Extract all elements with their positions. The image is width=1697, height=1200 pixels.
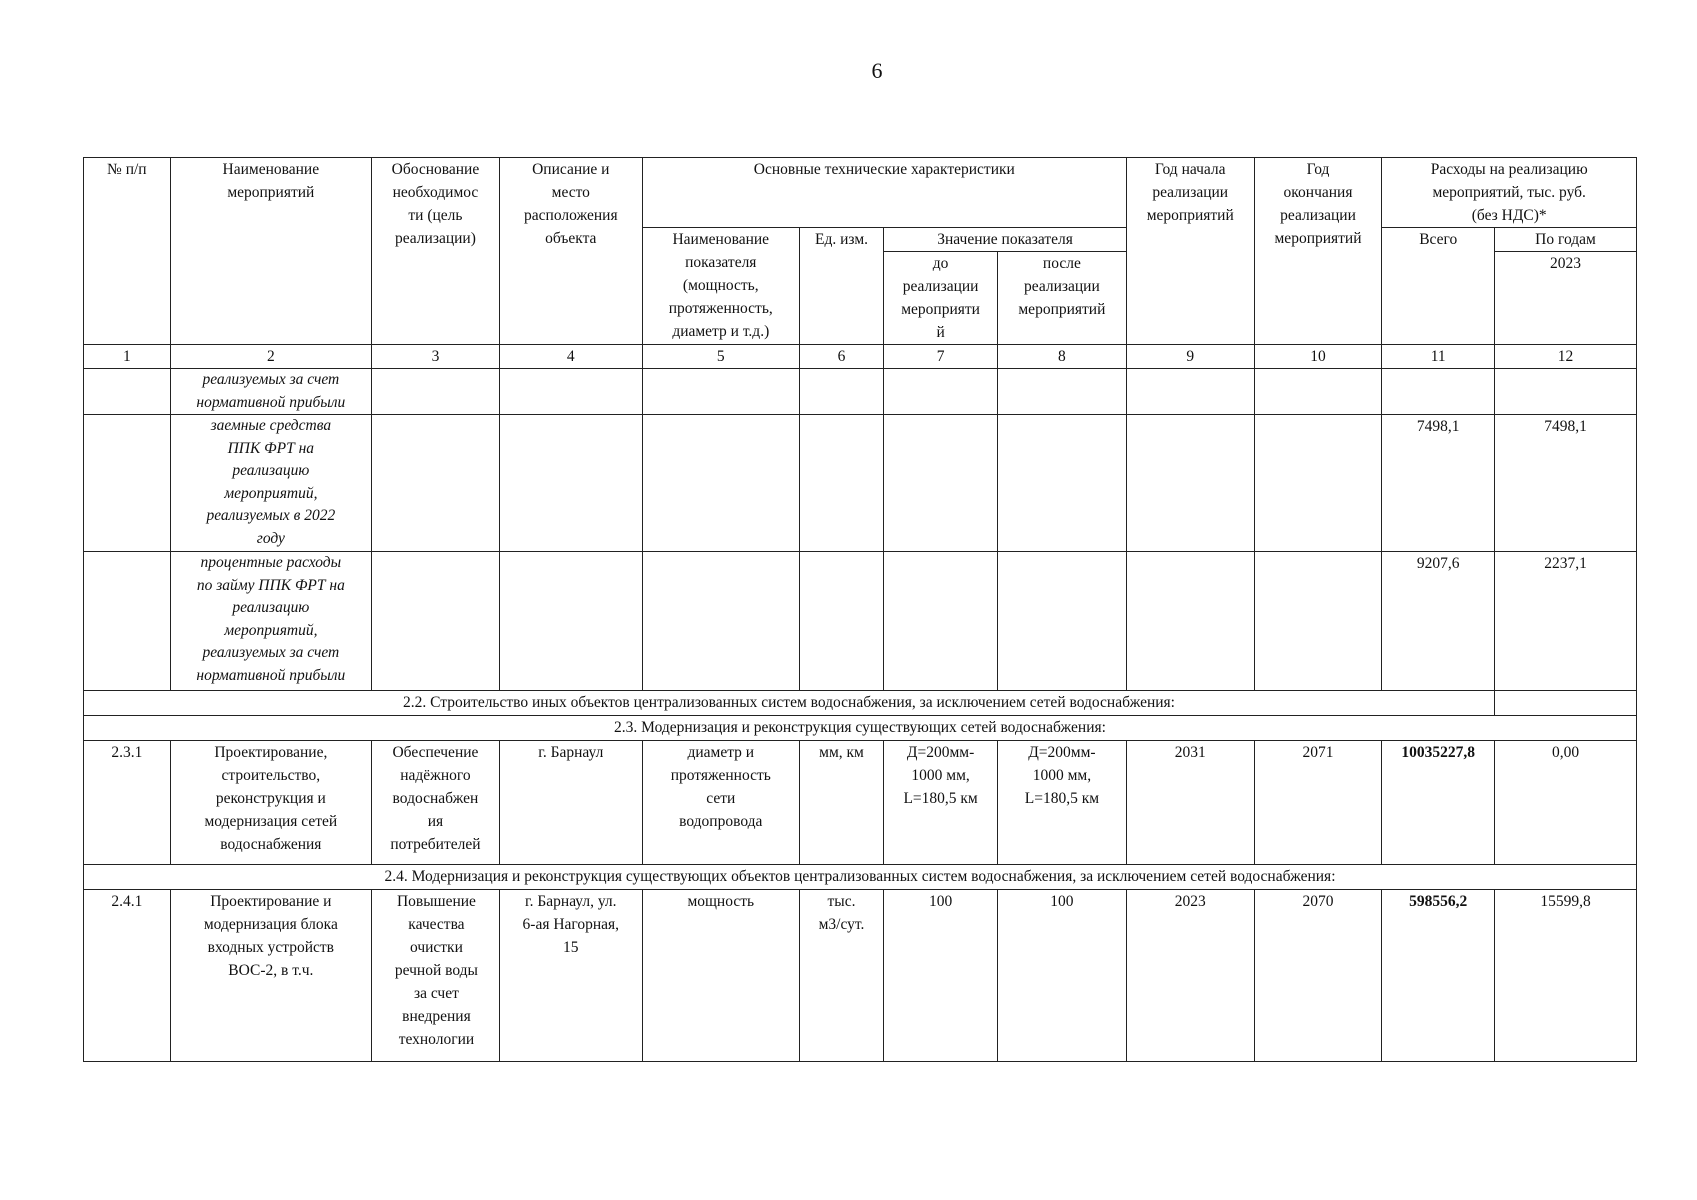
row-unit: мм, км <box>799 741 883 865</box>
column-number: 6 <box>799 345 883 369</box>
column-number: 1 <box>84 345 171 369</box>
row-indicator: мощность <box>642 890 799 1062</box>
row-name: Проектирование, строительство, реконструкция и модернизация сетей водоснабжения <box>170 741 371 865</box>
row-location: г. Барнаул <box>499 741 642 865</box>
row-before: Д=200мм- 1000 мм, L=180,5 км <box>884 741 998 865</box>
header-cell-cost-group: Расходы на реализацию мероприятий, тыс. руб. (без НДС)* <box>1382 158 1637 228</box>
header-cell-before: до реализации мероприяти й <box>884 252 998 345</box>
header-cell-unit: Ед. изм. <box>799 228 883 345</box>
row-unit: тыс. м3/сут. <box>799 890 883 1062</box>
row-name: процентные расходы по займу ППК ФРТ на реализацию мероприятий, реализуемых за счет нормативной прибыли <box>170 552 371 691</box>
column-number: 9 <box>1126 345 1254 369</box>
row-end-year: 2070 <box>1254 890 1382 1062</box>
section-row <box>84 691 1637 716</box>
header-cell-end-year: Год окончания реализации мероприятий <box>1254 158 1382 345</box>
row-after: 100 <box>997 890 1126 1062</box>
row-reason: Повышение качества очистки речной воды за счет внедрения технологии <box>372 890 500 1062</box>
row-indicator: диаметр и протяженность сети водопровода <box>642 741 799 865</box>
column-number: 8 <box>997 345 1126 369</box>
page-number: 6 <box>871 58 883 83</box>
column-number-row <box>84 345 1637 369</box>
row-total: 10035227,8 <box>1382 741 1495 865</box>
table-row <box>84 890 1637 1062</box>
row-reason: Обеспечение надёжного водоснабжен ия потребителей <box>372 741 500 865</box>
header-cell-indicator: Наименование показателя (мощность, протяженность, диаметр и т.д.) <box>642 228 799 345</box>
row-number: 2.3.1 <box>84 741 171 865</box>
row-name: заемные средства ППК ФРТ на реализацию мероприятий, реализуемых в 2022 году <box>170 415 371 552</box>
row-total: 7498,1 <box>1382 415 1495 552</box>
row-year-2023: 2237,1 <box>1495 552 1637 691</box>
header-cell-start-year: Год начала реализации мероприятий <box>1126 158 1254 345</box>
column-number: 12 <box>1495 345 1637 369</box>
section-heading-2-4: 2.4. Модернизация и реконструкция существующих объектов централизованных систем водоснабжения, за исключением сетей водоснабжения: <box>84 865 1637 890</box>
row-start-year: 2023 <box>1126 890 1254 1062</box>
header-cell-num: № п/п <box>84 158 171 345</box>
header-cell-tech-group: Основные технические характеристики <box>642 158 1126 228</box>
column-number: 4 <box>499 345 642 369</box>
row-end-year: 2071 <box>1254 741 1382 865</box>
header-cell-after: после реализации мероприятий <box>997 252 1126 345</box>
column-number: 2 <box>170 345 371 369</box>
column-number: 7 <box>884 345 998 369</box>
header-cell-name: Наименование мероприятий <box>170 158 371 345</box>
section-row <box>84 716 1637 741</box>
section-heading-2-3: 2.3. Модернизация и реконструкция существующих сетей водоснабжения: <box>84 716 1637 741</box>
row-year-2023: 0,00 <box>1495 741 1637 865</box>
row-number: 2.4.1 <box>84 890 171 1062</box>
column-number: 3 <box>372 345 500 369</box>
row-start-year: 2031 <box>1126 741 1254 865</box>
row-name: реализуемых за счет нормативной прибыли <box>170 369 371 415</box>
section-heading-2-2: 2.2. Строительство иных объектов централизованных систем водоснабжения, за исключением сетей водоснабжения: <box>84 691 1495 716</box>
header-cell-by-years: По годам <box>1495 228 1637 252</box>
row-after: Д=200мм- 1000 мм, L=180,5 км <box>997 741 1126 865</box>
table-row <box>84 552 1637 691</box>
section-row <box>84 865 1637 890</box>
header-cell-reason: Обоснование необходимос ти (цель реализации) <box>372 158 500 345</box>
header-cell-location: Описание и место расположения объекта <box>499 158 642 345</box>
row-location: г. Барнаул, ул. 6-ая Нагорная, 15 <box>499 890 642 1062</box>
column-number: 11 <box>1382 345 1495 369</box>
row-year-2023: 7498,1 <box>1495 415 1637 552</box>
table-row <box>84 741 1637 865</box>
row-name: Проектирование и модернизация блока входных устройств ВОС-2, в т.ч. <box>170 890 371 1062</box>
row-year-2023: 15599,8 <box>1495 890 1637 1062</box>
table-row <box>84 369 1637 415</box>
header-row-top <box>84 158 1637 228</box>
investment-program-table <box>83 157 1637 1062</box>
row-total: 9207,6 <box>1382 552 1495 691</box>
row-total: 598556,2 <box>1382 890 1495 1062</box>
column-number: 10 <box>1254 345 1382 369</box>
header-cell-year-2023: 2023 <box>1495 252 1637 345</box>
table-row <box>84 415 1637 552</box>
row-before: 100 <box>884 890 998 1062</box>
header-cell-value-group: Значение показателя <box>884 228 1127 252</box>
header-cell-total: Всего <box>1382 228 1495 345</box>
column-number: 5 <box>642 345 799 369</box>
